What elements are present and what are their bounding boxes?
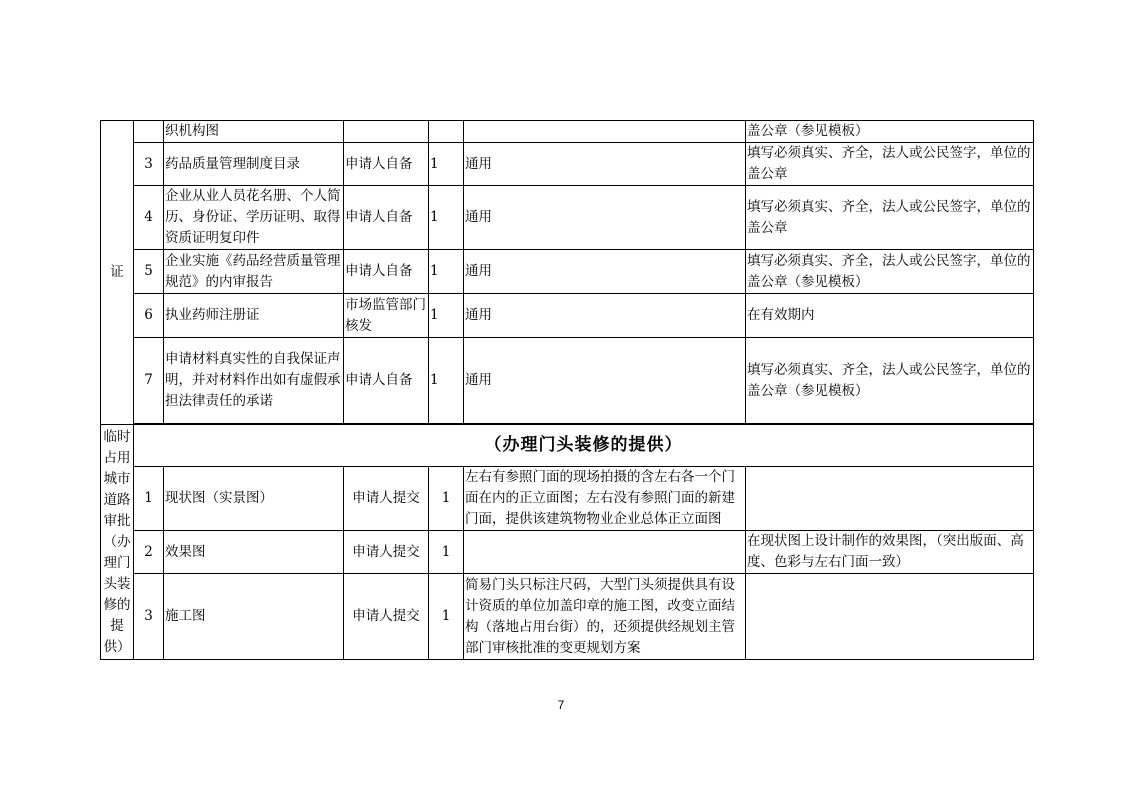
- material-quantity: 1: [429, 531, 464, 574]
- row-number: [134, 121, 164, 143]
- material-name: 施工图: [164, 574, 344, 660]
- section-title: （办理门头装修的提供）: [134, 425, 1034, 467]
- material-quantity: 1: [429, 338, 464, 424]
- material-source: 申请人提交: [344, 531, 429, 574]
- row-number: 5: [134, 250, 164, 294]
- material-source: 申请人提交: [344, 574, 429, 660]
- row-number: 3: [134, 574, 164, 660]
- material-name: 企业实施《药品经营质量管理规范》的内审报告: [164, 250, 344, 294]
- material-quantity: [429, 121, 464, 143]
- material-standard: 左右有参照门面的现场拍摄的含左右各一个门面在内的正立面图；左右没有参照门面的新建门面，提供该建筑物物业企业总体正立面图: [464, 467, 746, 531]
- material-name: 申请材料真实性的自我保证声明，并对材料作出如有虚假承担法律责任的承诺: [164, 338, 344, 424]
- table-row: [101, 250, 1034, 294]
- table-row: [101, 467, 1034, 531]
- category-cell: [101, 425, 134, 660]
- material-standard: [464, 121, 746, 143]
- row-number: 3: [134, 143, 164, 186]
- material-name: 效果图: [164, 531, 344, 574]
- material-note: 盖公章（参见模板）: [746, 121, 1034, 143]
- material-note: 填写必须真实、齐全，法人或公民签字，单位的盖公章（参见模板）: [746, 338, 1034, 424]
- material-name: 企业从业人员花名册、个人简历、身份证、学历证明、取得资质证明复印件: [164, 186, 344, 250]
- table-row: [101, 338, 1034, 424]
- material-source: 申请人自备: [344, 186, 429, 250]
- material-standard: 通用: [464, 294, 746, 338]
- material-quantity: 1: [429, 467, 464, 531]
- table-row: [101, 121, 1034, 143]
- table-row: [101, 531, 1034, 574]
- row-number: 7: [134, 338, 164, 424]
- material-note: [746, 467, 1034, 531]
- material-note: 填写必须真实、齐全，法人或公民签字，单位的盖公章（参见模板）: [746, 250, 1034, 294]
- table-row: [101, 143, 1034, 186]
- material-source: [344, 121, 429, 143]
- material-standard: 通用: [464, 250, 746, 294]
- material-quantity: 1: [429, 143, 464, 186]
- material-source: 申请人提交: [344, 467, 429, 531]
- material-note: 填写必须真实、齐全，法人或公民签字，单位的盖公章: [746, 143, 1034, 186]
- material-name: 药品质量管理制度目录: [164, 143, 344, 186]
- material-standard: 通用: [464, 338, 746, 424]
- table-row: [101, 574, 1034, 660]
- material-source: 申请人自备: [344, 143, 429, 186]
- material-name: 现状图（实景图）: [164, 467, 344, 531]
- material-quantity: 1: [429, 186, 464, 250]
- section-row: [101, 425, 1034, 467]
- row-number: 6: [134, 294, 164, 338]
- page-number: 7: [557, 698, 565, 712]
- material-quantity: 1: [429, 574, 464, 660]
- material-standard: 简易门头只标注尺码，大型门头须提供具有设计资质的单位加盖印章的施工图，改变立面结构（落地占用台街）的，还须提供经规划主管部门审核批准的变更规划方案: [464, 574, 746, 660]
- table-row: [101, 294, 1034, 338]
- material-quantity: 1: [429, 250, 464, 294]
- category-cell: 证: [101, 121, 134, 425]
- material-note: 在有效期内: [746, 294, 1034, 338]
- material-source: 申请人自备: [344, 250, 429, 294]
- material-name: 织机构图: [164, 121, 344, 143]
- category-text: 临时占用城市道路审批（办理门头装修的提供）: [103, 428, 131, 655]
- material-note: 填写必须真实、齐全，法人或公民签字，单位的盖公章: [746, 186, 1034, 250]
- row-number: 2: [134, 531, 164, 574]
- material-note: 在现状图上设计制作的效果图，（突出版面、高度、色彩与左右门面一致）: [746, 531, 1034, 574]
- material-source: 市场监管部门核发: [344, 294, 429, 338]
- materials-table: [100, 120, 1034, 660]
- material-standard: [464, 531, 746, 574]
- material-source: 申请人自备: [344, 338, 429, 424]
- row-number: 4: [134, 186, 164, 250]
- table-row: [101, 186, 1034, 250]
- material-standard: 通用: [464, 143, 746, 186]
- material-standard: 通用: [464, 186, 746, 250]
- material-name: 执业药师注册证: [164, 294, 344, 338]
- material-quantity: 1: [429, 294, 464, 338]
- row-number: 1: [134, 467, 164, 531]
- material-note: [746, 574, 1034, 660]
